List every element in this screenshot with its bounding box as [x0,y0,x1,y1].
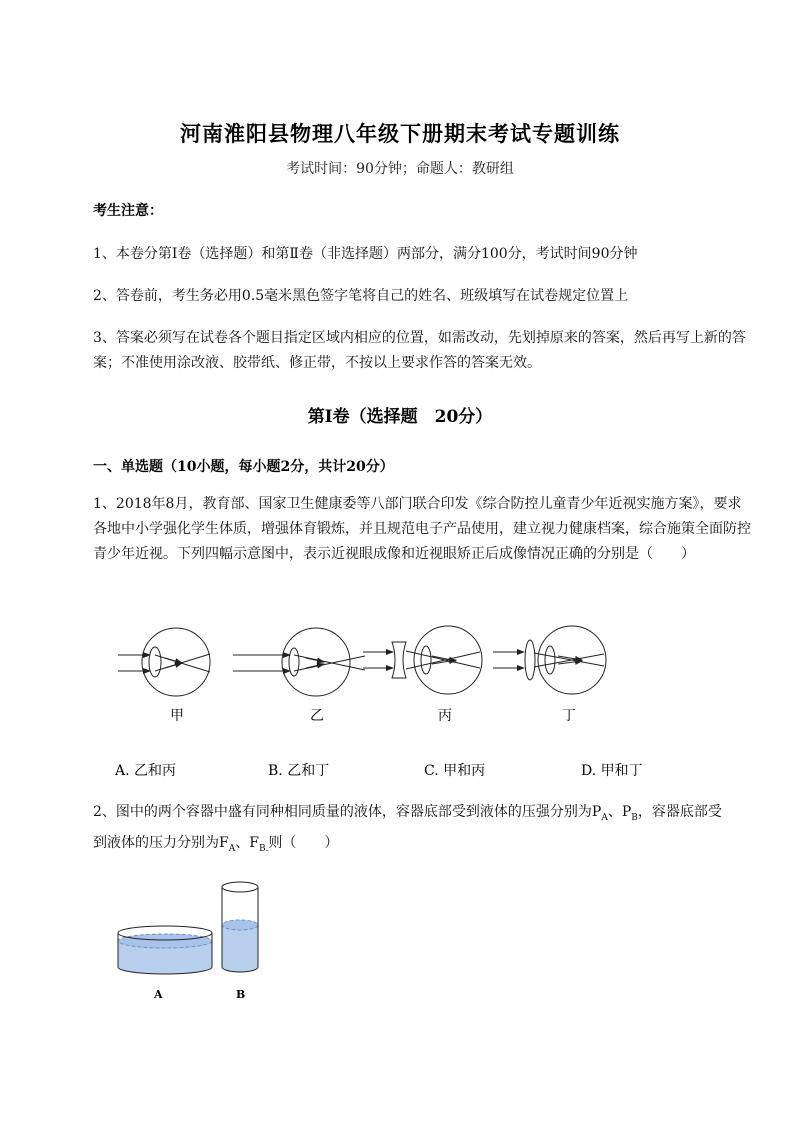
container-label-b: B [236,988,246,1001]
eye-diagram-yi [233,628,365,724]
figure-label-bing: 丙 [438,708,452,724]
question-2-line-1: 2、图中的两个容器中盛有同种相同质量的液体，容器底部受到液体的压强分别为$P_A$、$P_B$，容器底部受 [93,804,722,823]
eye-diagram-bing [363,626,482,724]
question-1-text: 1、2018年8月，教育部、国家卫生健康委等八部门联合印发《综合防控儿童青少年近视实施方案》，要求各地中小学强化学生体质，增强体育锻炼，并且规范电子产品使用，建立视力健康档案，综合施策全面防控青少年近视。下列四幅示意图中，表示近视眼成像和近视眼矫正后成像情况正确的分别是（ ） [93,496,751,562]
eye-diagram-ding [493,626,606,724]
option-c[interactable]: C. 甲和丙 [424,763,486,779]
containers-figure [110,875,280,1010]
figure-label-jia: 甲 [170,708,184,724]
question-2-line-2: 到液体的压力分别为$F_A$、$F_{B.}$则（ ） [93,834,339,854]
section-title: 第I卷（选择题 20分） [307,407,493,427]
figure-label-yi: 乙 [310,708,324,724]
container-b [222,882,258,1001]
question-type-heading: 一、单选题（10小题，每小题2分，共计20分） [93,459,394,475]
option-b[interactable]: B. 乙和丁 [268,763,330,779]
container-label-a: A [154,988,163,1001]
notice-item-3: 3、答案必须写在试卷各个题目指定区域内相应的位置，如需改动，先划掉原来的答案，然后再写上新的答案；不准使用涂改液、胶带纸、修正带，不按以上要求作答的答案无效。 [93,330,746,371]
eye-diagram-jia [118,628,210,724]
container-a [118,926,212,1001]
eye-diagrams-figure [110,620,630,730]
option-a[interactable]: A. 乙和丙 [115,763,177,779]
notice-item-1: 1、本卷分第I卷（选择题）和第Ⅱ卷（非选择题）两部分，满分100分，考试时间90分钟 [93,246,638,262]
exam-meta: 考试时间：90分钟；命题人：教研组 [286,161,514,177]
figure-label-ding: 丁 [562,708,576,724]
option-d[interactable]: D. 甲和丁 [581,763,643,779]
notice-item-2: 2、答卷前，考生务必用0.5毫米黑色签字笔将自己的姓名、班级填写在试卷规定位置上 [93,288,629,304]
page-title: 河南淮阳县物理八年级下册期末考试专题训练 [180,121,620,146]
question-2-text [93,800,753,862]
notice-heading: 考生注意： [93,203,163,219]
